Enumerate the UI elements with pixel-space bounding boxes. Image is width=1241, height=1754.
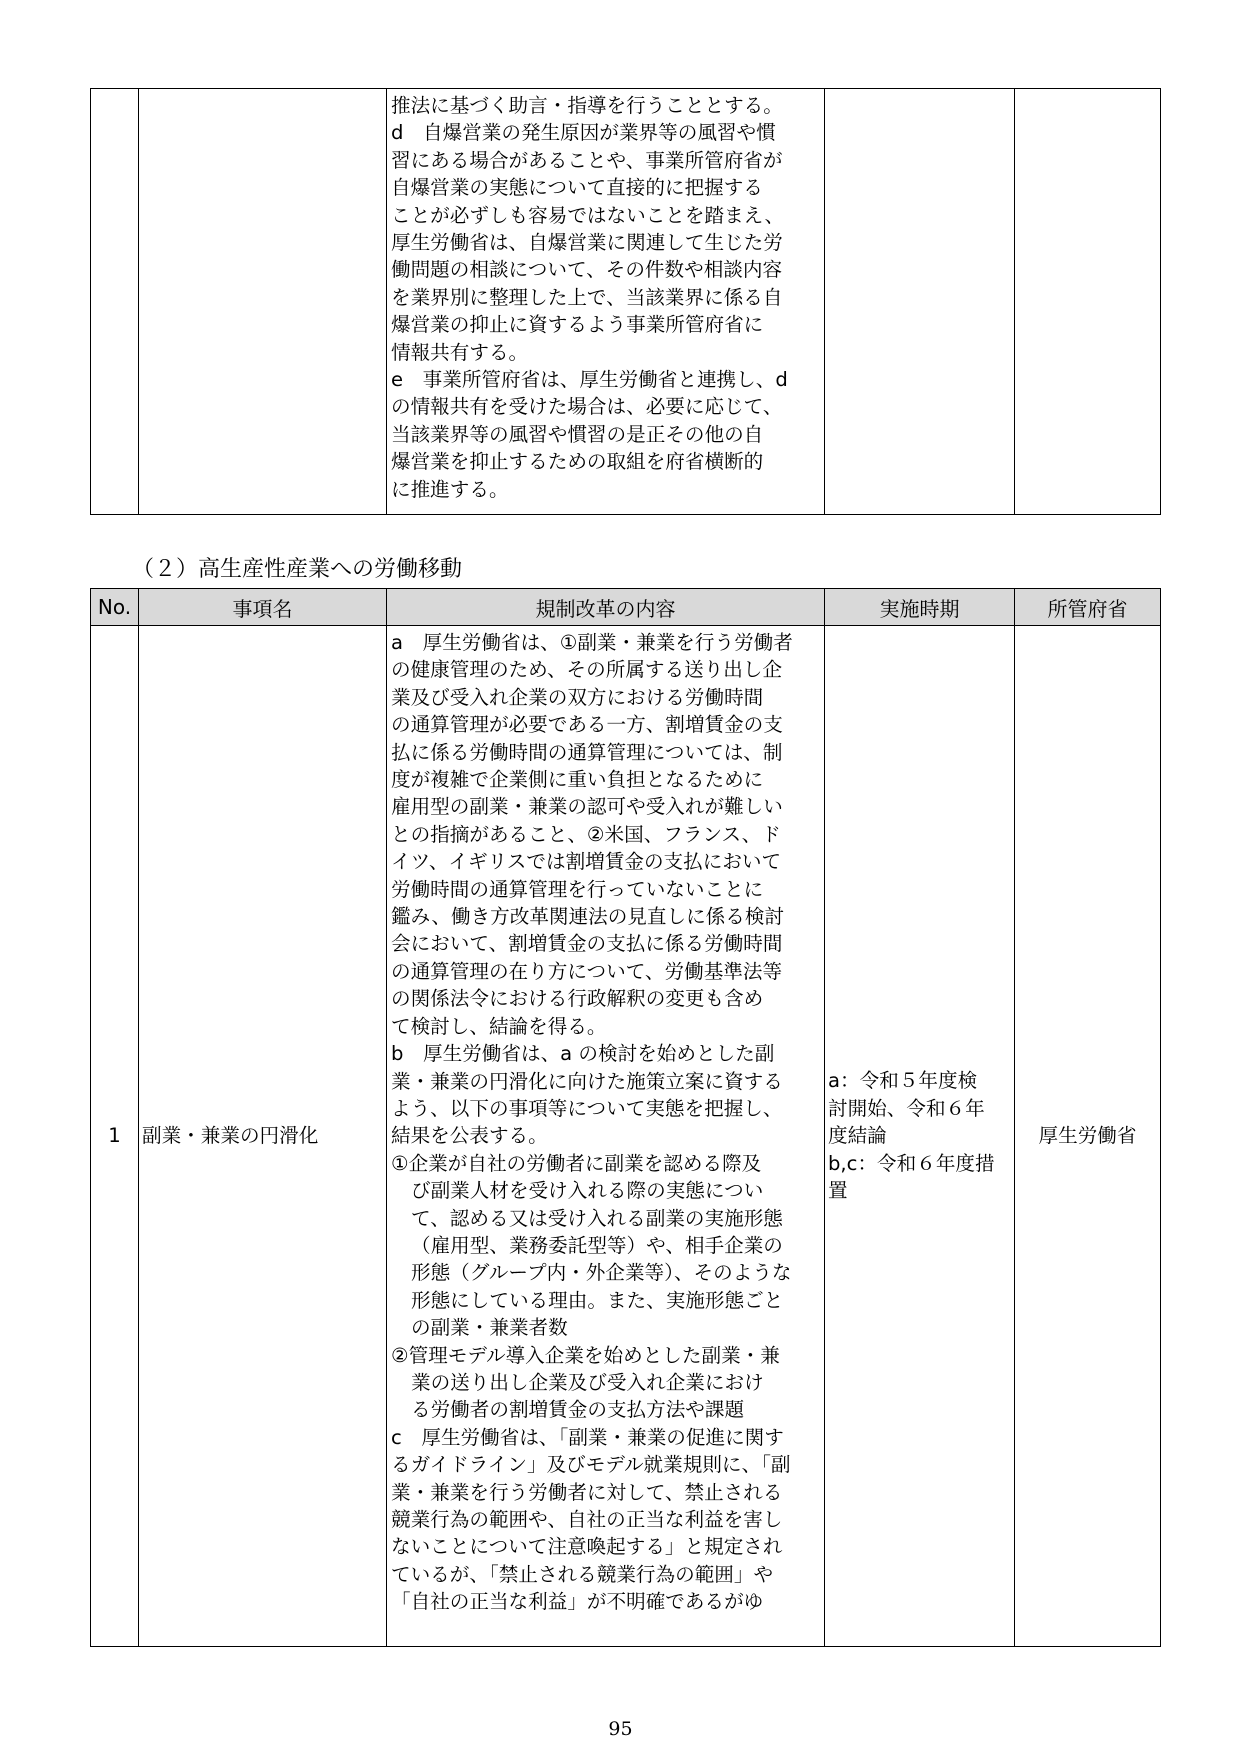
content-line: 払に係る労働時間の通算管理については、制 — [391, 740, 783, 764]
content-line: 爆営業を抑止するための取組を府省横断的 — [391, 450, 764, 474]
content-line: 当該業界等の風習や慣習の是正その他の自 — [391, 422, 764, 446]
period-text — [828, 1067, 1014, 1204]
regulation-table — [90, 588, 1161, 1647]
content-line: る労働者の割増賃金の支払方法や課題 — [411, 1398, 745, 1422]
content-line: て、認める又は受け入れる副業の実施形態 — [411, 1206, 783, 1230]
content-text — [391, 629, 821, 1616]
content-line: 競業行為の範囲や、自社の正当な利益を害し — [391, 1508, 783, 1531]
table-row — [91, 89, 1161, 515]
content-line: 習にある場合があることや、事業所管府省が — [391, 148, 783, 172]
content-line: ①企業が自社の労働者に副業を認める際及 — [391, 1151, 762, 1175]
content-line: て検討し、結論を得る。 — [391, 1014, 607, 1038]
cont-period-cell — [825, 89, 1015, 515]
row-content-cell — [387, 626, 825, 1647]
content-line: a 厚生労働省は、①副業・兼業を行う労働者 — [391, 631, 793, 654]
row-no-cell: 1 — [91, 626, 139, 1647]
content-line: 形態にしている理由。また、実施形態ごと — [411, 1288, 784, 1312]
row-ministry-cell: 厚生労働省 — [1015, 626, 1161, 1647]
period-line: a：令和５年度検 — [828, 1069, 978, 1093]
content-line: 鑑み、働き方改革関連法の見直しに係る検討 — [391, 905, 785, 929]
content-line: 働問題の相談について、その件数や相談内容 — [391, 258, 783, 282]
cont-item-name-cell — [139, 89, 387, 515]
content-line: び副業人材を受け入れる際の実態につい — [411, 1179, 764, 1203]
content-line: ことが必ずしも容易ではないことを踏まえ、 — [391, 203, 785, 227]
row-item-name-cell: 副業・兼業の円滑化 — [139, 626, 387, 1647]
content-line: との指摘があること、②米国、フランス、ド — [391, 822, 781, 846]
content-line: 自爆営業の実態について直接的に把握する — [391, 176, 763, 200]
content-line: るガイドライン」及びモデル就業規則に、「副 — [391, 1453, 791, 1477]
content-line: を業界別に整理した上で、当該業界に係る自 — [391, 285, 783, 309]
content-line: d 自爆営業の発生原因が業界等の風習や慣 — [391, 121, 776, 145]
table-header-row — [91, 589, 1161, 626]
content-line: 業・兼業を行う労働者に対して、禁止される — [391, 1480, 783, 1504]
content-line: 厚生労働省は、自爆営業に関連して生じた労 — [391, 231, 783, 255]
content-line: 会において、割増賃金の支払に係る労働時間 — [391, 932, 783, 956]
content-line: に推進する。 — [391, 477, 509, 501]
content-line: の通算管理が必要である一方、割増賃金の支 — [391, 713, 783, 737]
content-line: e 事業所管府省は、厚生労働省と連携し、d — [391, 368, 788, 392]
content-line: 爆営業の抑止に資するよう事業所管府省に — [391, 313, 764, 337]
header-period: 実施時期 — [825, 589, 1015, 626]
period-line: b,c：令和６年度措 — [828, 1151, 995, 1175]
table-row — [91, 626, 1161, 1647]
content-line: の通算管理の在り方について、労働基準法等 — [391, 959, 783, 983]
content-line: b 厚生労働省は、a の検討を始めとした副 — [391, 1042, 775, 1066]
content-line: の副業・兼業者数 — [411, 1316, 568, 1340]
content-line: 業の送り出し企業及び受入れ企業におけ — [411, 1370, 764, 1394]
cont-no-cell — [91, 89, 139, 515]
period-line: 置 — [828, 1179, 848, 1203]
period-line: 討開始、令和６年 — [828, 1096, 985, 1120]
content-line: ているが、「禁止される競業行為の範囲」や — [391, 1562, 774, 1586]
content-line: 推法に基づく助言・指導を行うこととする。 — [391, 94, 783, 117]
content-line: 情報共有する。 — [391, 340, 529, 364]
cont-content-cell — [387, 89, 825, 515]
content-line: 労働時間の通算管理を行っていないことに — [391, 877, 764, 901]
content-line: 「自社の正当な利益」が不明確であるがゆ — [391, 1590, 764, 1614]
header-ministry: 所管府省 — [1015, 589, 1161, 626]
page-number: 95 — [608, 1718, 633, 1740]
content-line: ないことについて注意喚起する」と規定され — [391, 1535, 783, 1559]
content-line: 業及び受入れ企業の双方における労働時間 — [391, 685, 764, 709]
header-content: 規制改革の内容 — [387, 589, 825, 626]
row-period-cell — [825, 626, 1015, 1647]
content-line: イツ、イギリスでは割増賃金の支払において — [391, 850, 782, 874]
header-no: No. — [91, 589, 139, 626]
content-line: の関係法令における行政解釈の変更も含め — [391, 987, 764, 1011]
content-line: c 厚生労働省は、「副業・兼業の促進に関す — [391, 1425, 784, 1449]
content-line: 度が複雑で企業側に重い負担となるために — [391, 768, 764, 792]
header-item-name: 事項名 — [139, 589, 387, 626]
content-line: 形態（グループ内・外企業等）、そのような — [411, 1261, 792, 1285]
content-line: の健康管理のため、その所属する送り出し企 — [391, 658, 783, 682]
content-line: （雇用型、業務委託型等）や、相手企業の — [411, 1233, 783, 1257]
content-line: 結果を公表する。 — [391, 1124, 548, 1148]
content-line: ②管理モデル導入企業を始めとした副業・兼 — [391, 1343, 780, 1367]
content-line: よう、以下の事項等について実態を把握し、 — [391, 1096, 783, 1120]
period-line: 度結論 — [828, 1124, 887, 1148]
content-line: 雇用型の副業・兼業の認可や受入れが難しい — [391, 795, 783, 819]
cont-ministry-cell — [1015, 89, 1161, 515]
section-heading: （２）高生産性産業への労働移動 — [132, 557, 463, 582]
content-text — [391, 92, 821, 503]
continuation-table — [90, 88, 1161, 515]
content-line: 業・兼業の円滑化に向けた施策立案に資する — [391, 1069, 783, 1093]
content-line: の情報共有を受けた場合は、必要に応じて、 — [391, 395, 783, 419]
